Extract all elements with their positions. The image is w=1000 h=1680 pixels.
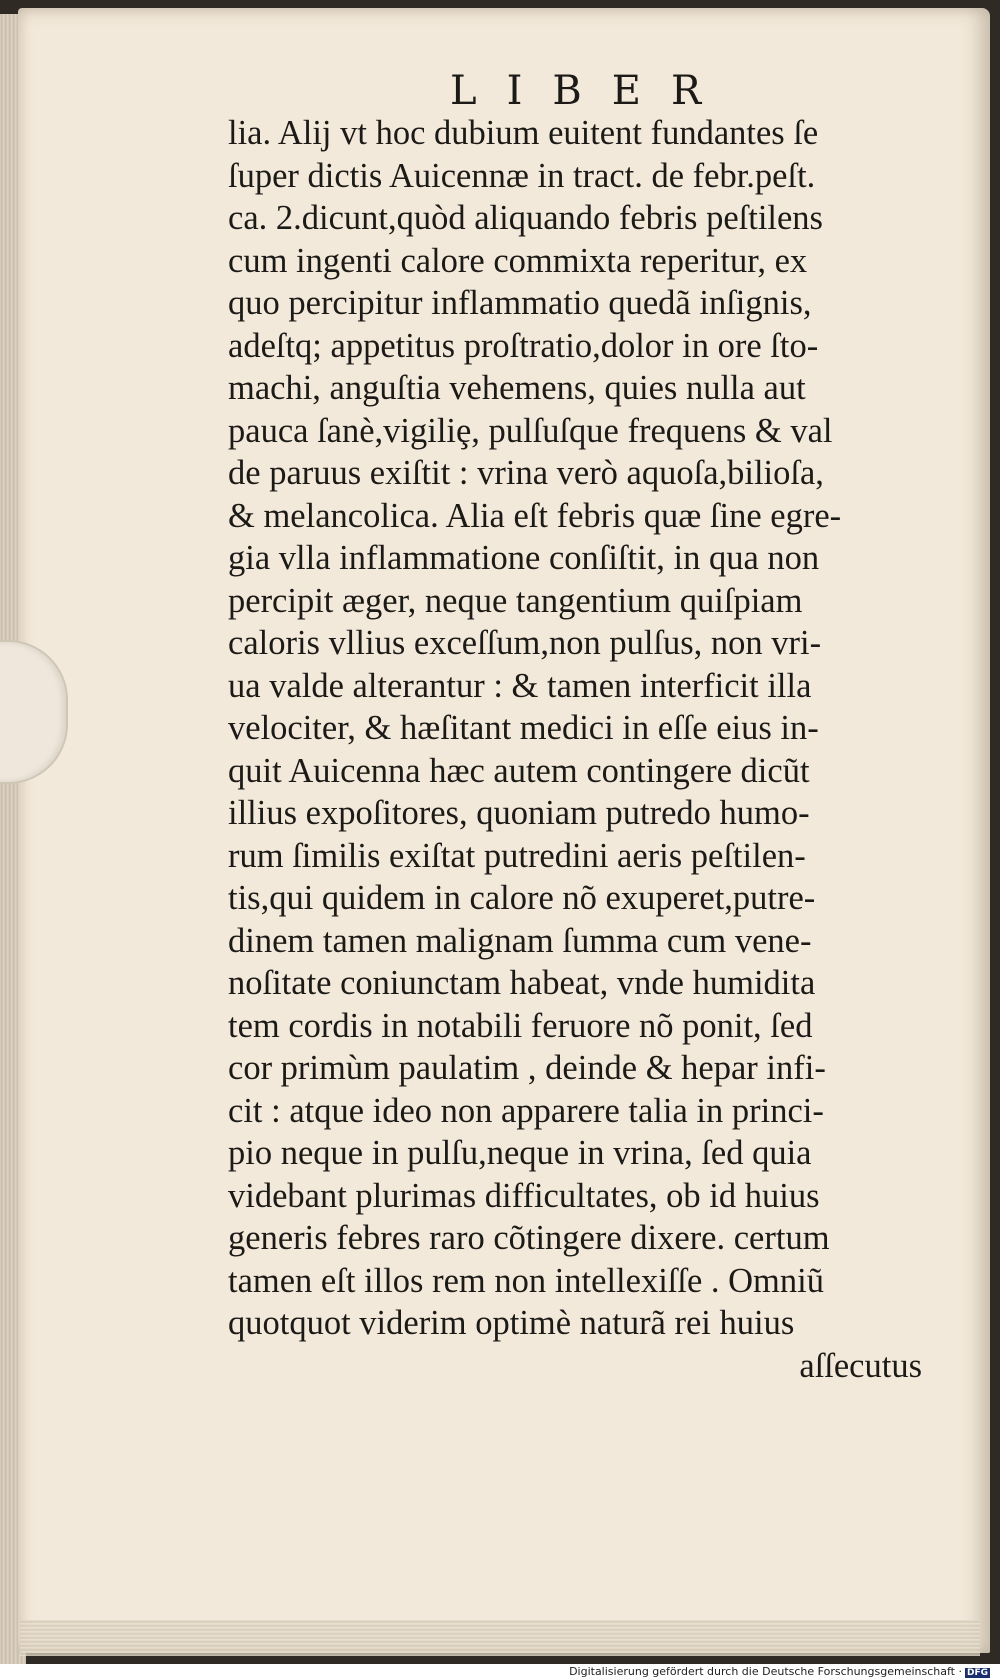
running-head: LIBER: [450, 68, 732, 114]
text-line: videbant plurimas difficultates, ob id huius: [228, 1176, 820, 1215]
body-text: [228, 112, 928, 1387]
text-line: adeſtq; appetitus proſtratio,dolor in ore ſto-: [228, 326, 819, 365]
text-line: cor primùm paulatim , deinde & hepar infi-: [228, 1049, 826, 1087]
text-line: & melancolica. Alia eſt febris quæ ſine egre-: [228, 496, 842, 535]
catchword: aſſecutus: [799, 1346, 922, 1385]
text-line: tem cordis in notabili feruore nõ ponit, ſed: [228, 1006, 813, 1045]
text-line: noſitate coniunctam habeat, vnde humidita: [228, 964, 816, 1002]
page-bottom-edges: [20, 1620, 980, 1656]
digitization-credit: [567, 1665, 992, 1678]
text-line: pio neque in pulſu,neque in vrina, ſed quia: [228, 1134, 812, 1172]
text-line: generis febres raro cõtingere dixere. certum: [228, 1219, 830, 1257]
text-line: pauca ſanè,vigiliȩ, pulſuſque frequens & val: [228, 411, 833, 450]
text-line: quo percipitur inflammatio quedã inſignis,: [228, 284, 812, 322]
text-line: percipit æger, neque tangentium quiſpiam: [228, 581, 803, 620]
text-line: tamen eſt illos rem non intellexiſſe . Omniũ: [228, 1261, 824, 1300]
text-line: cit : atque ideo non apparere talia in princi-: [228, 1091, 824, 1130]
text-line: caloris vllius exceſſum,non pulſus, non vri-: [228, 624, 822, 662]
text-line: ſuper dictis Auicennæ in tract. de febr.peſt.: [228, 156, 816, 195]
text-line: ca. 2.dicunt,quòd aliquando febris peſtilens: [228, 199, 823, 237]
text-line: velociter, & hæſitant medici in eſſe eius in-: [228, 709, 819, 747]
text-line: rum ſimilis exiſtat putredini aeris peſtilen-: [228, 836, 806, 875]
text-line: lia. Alij vt hoc dubium euitent fundantes ſe: [228, 114, 819, 152]
text-line: dinem tamen malignam ſumma cum vene-: [228, 921, 812, 960]
text-line: tis,qui quidem in calore nõ exuperet,putre-: [228, 879, 816, 917]
credit-text: Digitalisierung gefördert durch die Deutsche Forschungsgemeinschaft ·: [569, 1665, 962, 1678]
text-line: illius expoſitores, quoniam putredo humo-: [228, 794, 810, 832]
text-line: quotquot viderim optimè naturã rei huius: [228, 1304, 795, 1342]
text-line: ua valde alterantur : & tamen interficit illa: [228, 666, 812, 705]
text-line: cum ingenti calore commixta reperitur, ex: [228, 241, 808, 280]
text-line: quit Auicenna hæc autem contingere dicũt: [228, 751, 810, 790]
text-line: gia vlla inflammatione conſiſtit, in qua non: [228, 539, 820, 577]
text-line: machi, anguſtia vehemens, quies nulla aut: [228, 369, 806, 407]
text-line: de paruus exiſtit : vrina verò aquoſa,bilioſa,: [228, 454, 824, 492]
dfg-logo-icon: DFG: [966, 1668, 988, 1678]
